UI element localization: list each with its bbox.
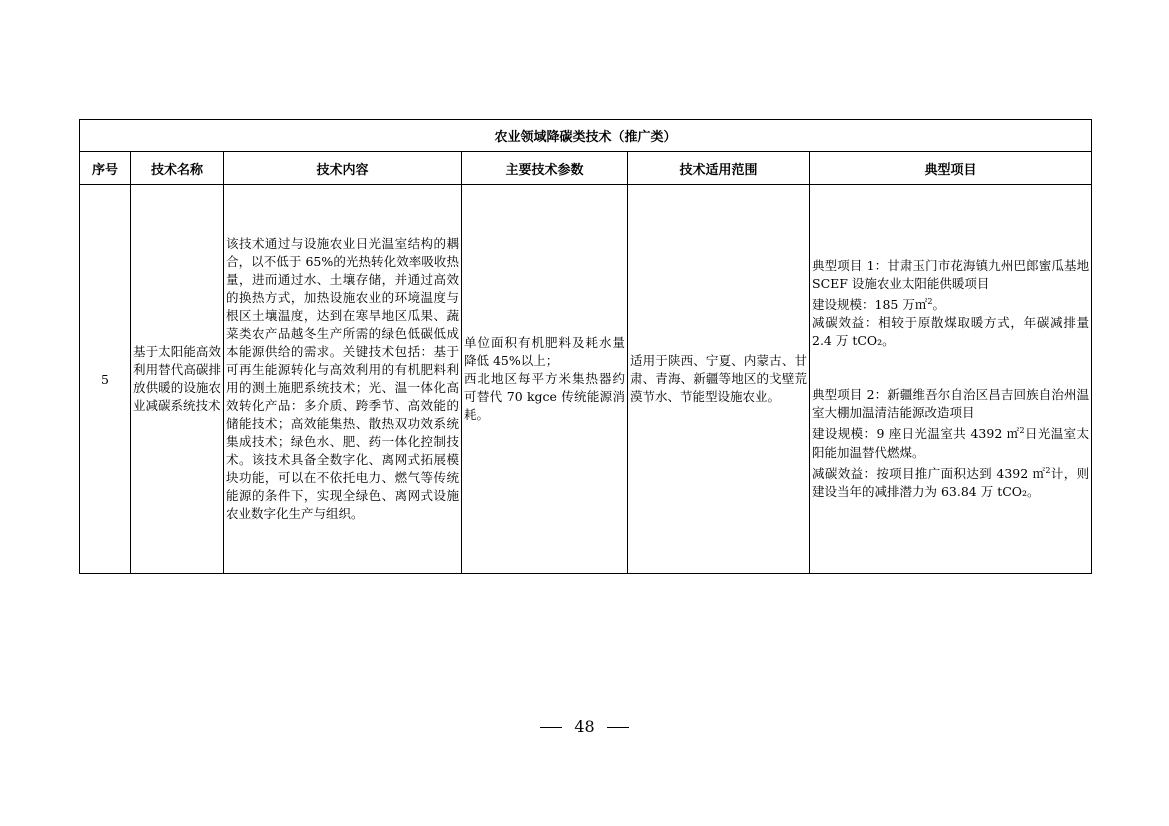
- right-dash: [607, 727, 629, 728]
- project-2-benefit-sup: 2: [1045, 465, 1051, 475]
- header-content: 技术内容: [224, 152, 462, 185]
- project-2-benefit: [812, 462, 1089, 501]
- project-2-scale: [812, 422, 1089, 461]
- table-row: [80, 185, 1092, 574]
- project-2-benefit-text: 减碳效益：按项目推广面积达到 4392 ㎡: [812, 465, 1046, 481]
- technology-table: [79, 119, 1092, 574]
- table-caption: 农业领域降碳类技术（推广类）: [80, 120, 1092, 152]
- technology-content: 该技术通过与设施农业日光温室结构的耦合，以不低于 65%的光热转化效率吸收热量，进而通过水、土壤存储，并通过高效的换热方式，加热设施农业的环境温度与根区土壤温度，达到在寒旱地区瓜果、蔬菜类农产品越冬生产所需的绿色低碳低成本能源供给的需求。关键技术包括：基于可再生能源转化与高效利用的有机肥料利用的测土施肥系统技术；光、温一体化高效转化产品：多介质、跨季节、高效能的储能技术；高效能集热、散热双功效系统集成技术；绿色水、肥、药一体化控制技术。该技术具备全数字化、离网式拓展模块功能，可以在不依托电力、燃气等传统能源的条件下，实现全绿色、离网式设施农业数字化生产与组织。: [224, 185, 462, 574]
- header-projects: 典型项目: [810, 152, 1092, 185]
- project-2-benefit-end: 计，则建设当年的减排潜力为 63.84 万 tCO₂。: [812, 465, 1090, 499]
- page-footer: [0, 717, 1169, 736]
- project-1-title: 典型项目 1：甘肃玉门市花海镇九州巴郎蜜瓜基地 SCEF 设施农业太阳能供暖项目: [812, 258, 1090, 292]
- left-dash: [540, 727, 562, 728]
- project-2-scale-sup: 2: [1019, 426, 1025, 436]
- technology-scope: 适用于陕西、宁夏、内蒙古、甘肃、青海、新疆等地区的戈壁荒漠节水、节能型设施农业。: [628, 185, 810, 574]
- param-fertilizer-water: 单位面积有机肥料及耗水量降低 45%以上；: [464, 335, 625, 368]
- row-number: 5: [80, 185, 131, 574]
- technology-name: 基于太阳能高效利用替代高碳排放供暖的设施农业减碳系统技术: [131, 185, 224, 574]
- param-collector-substitution: 西北地区每平方米集热器约可替代 70 kgce 传统能源消耗。: [464, 371, 625, 422]
- project-1-benefit: 减碳效益：相较于原散煤取暖方式，年碳减排量 2.4 万 tCO₂。: [812, 315, 1090, 349]
- project-1-scale-sup: 2: [927, 297, 933, 307]
- header-scope: 技术适用范围: [628, 152, 810, 185]
- project-2-title: 典型项目 2：新疆维吾尔自治区昌吉回族自治州温室大棚加温清洁能源改造项目: [812, 387, 1090, 421]
- project-gap: [812, 350, 1089, 386]
- typical-projects: [810, 185, 1092, 574]
- project-2-scale-end: 日光温室太阳能加温替代燃煤。: [812, 426, 1090, 460]
- header-name: 技术名称: [131, 152, 224, 185]
- project-1-scale-end: 。: [932, 297, 945, 313]
- table-caption-row: [80, 120, 1092, 152]
- project-1-scale-text: 建设规模：185 万㎡: [812, 297, 928, 313]
- header-params: 主要技术参数: [462, 152, 628, 185]
- page-number: 48: [574, 717, 595, 736]
- project-1-scale: [812, 293, 1089, 314]
- project-2-scale-text: 建设规模：9 座日光温室共 4392 ㎡: [812, 426, 1020, 442]
- technology-params: [462, 185, 628, 574]
- table-header-row: [80, 152, 1092, 185]
- header-num: 序号: [80, 152, 131, 185]
